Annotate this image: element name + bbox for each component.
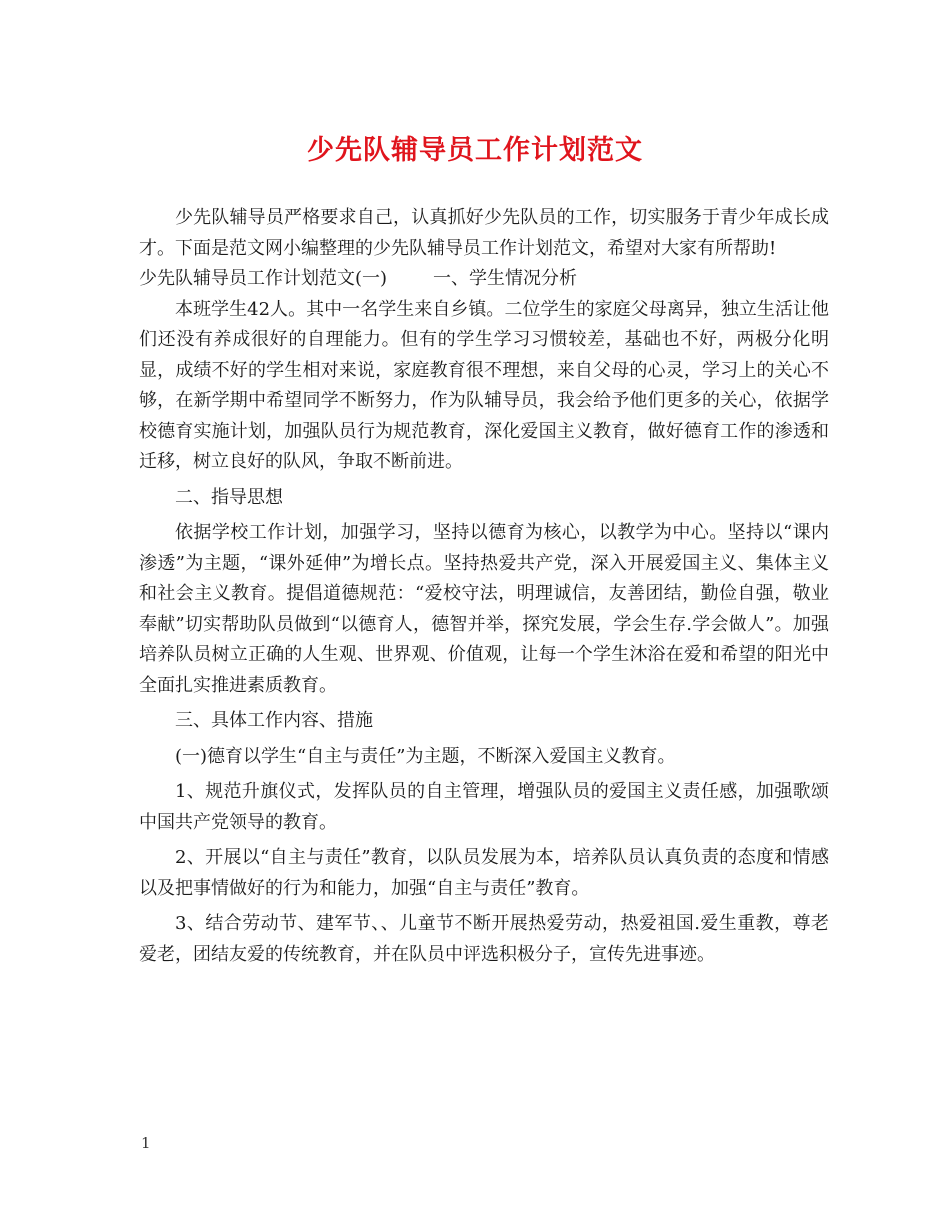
paragraph-item-3: 3、结合劳动节、建军节、、儿童节不断开展热爱劳动，热爱祖国.爱生重教，尊老爱老，团结友爱的传统教育，并在队员中评选积极分子，宣传先进事迹。 bbox=[139, 913, 829, 965]
intro-paragraph: 少先队辅导员严格要求自己，认真抓好少先队员的工作，切实服务于青少年成长成才。下面是范文网小编整理的少先队辅导员工作计划范文，希望对大家有所帮助! bbox=[139, 207, 829, 259]
page-number: 1 bbox=[141, 1134, 151, 1152]
paragraph-item-2: 2、开展以“自主与责任”教育，以队员发展为本，培养队员认真负责的态度和情感以及把事情做好的行为和能力，加强“自主与责任”教育。 bbox=[139, 847, 829, 899]
heading-guiding-ideology: 二、指导思想 bbox=[175, 486, 283, 508]
paragraph-guiding-ideology: 依据学校工作计划，加强学习，坚持以德育为核心，以教学为中心。坚持以“课内渗透”为主题，“课外延伸”为增长点。坚持热爱共产党，深入开展爱国主义、集体主义和社会主义教育。提倡道德规范：“爱校守法，明理诚信，友善团结，勤俭自强，敬业奉献”切实帮助队员做到“以德育人，德智并举，探究发展，学会生存.学会做人”。加强培养队员树立正确的人生观、世界观、价值观，让每一个学生沐浴在爱和希望的阳光中全面扎实推进素质教育。 bbox=[139, 522, 829, 696]
paragraph-moral-education: (一)德育以学生“自主与责任”为主题，不断深入爱国主义教育。 bbox=[175, 745, 676, 767]
section-line bbox=[139, 264, 829, 295]
heading-work-content: 三、具体工作内容、措施 bbox=[175, 710, 373, 731]
section-line-right: 一、学生情况分析 bbox=[433, 268, 578, 289]
paragraph-item-1: 1、规范升旗仪式，发挥队员的自主管理，增强队员的爱国主义责任感，加强歌颂中国共产党领导的教育。 bbox=[139, 781, 829, 833]
document-body bbox=[139, 203, 829, 975]
document-title: 少先队辅导员工作计划范文 bbox=[307, 135, 643, 166]
paragraph-student-analysis: 本班学生42人。其中一名学生来自乡镇。二位学生的家庭父母离异，独立生活让他们还没有养成很好的自理能力。但有的学生学习习惯较差，基础也不好，两极分化明显，成绩不好的学生相对来说，家庭教育很不理想，来自父母的心灵，学习上的关心不够，在新学期中希望同学不断努力，作为队辅导员，我会给予他们更多的关心，依据学校德育实施计划，加强队员行为规范教育，深化爱国主义教育，做好德育工作的渗透和迁移，树立良好的队风，争取不断前进。 bbox=[139, 298, 829, 472]
section-line-left: 少先队辅导员工作计划范文(一) bbox=[139, 268, 388, 289]
